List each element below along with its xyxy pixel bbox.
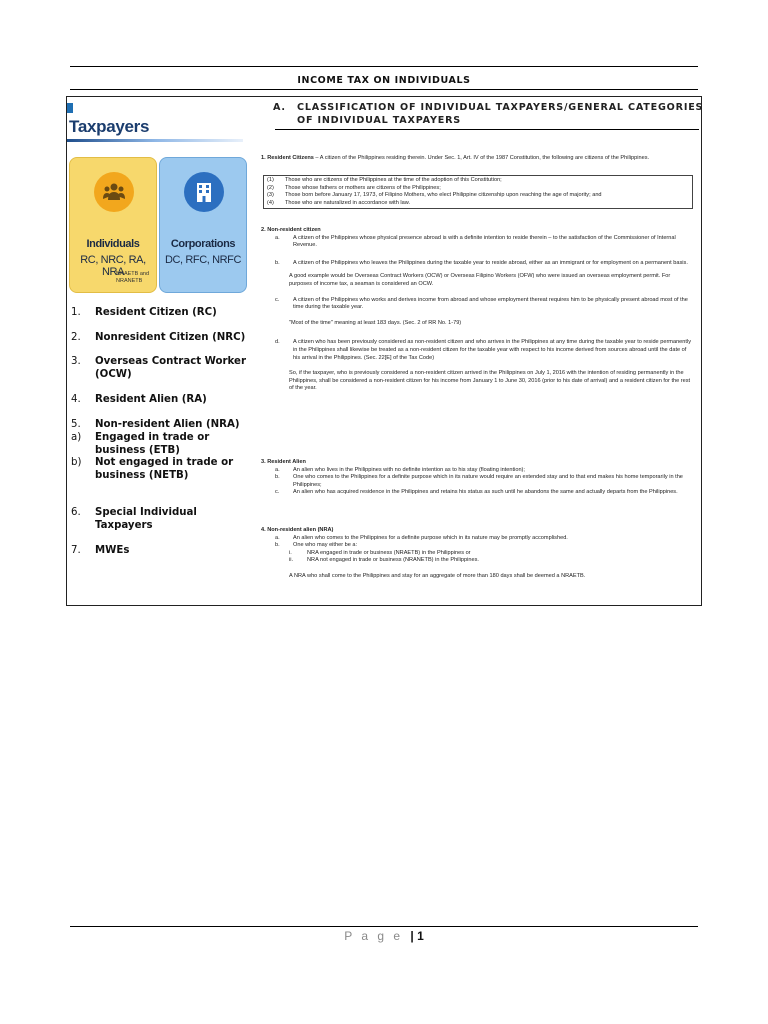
individuals-note: NRAETB and NRANETB [116, 271, 150, 284]
page-footer [0, 929, 768, 943]
header-bottom-rule [70, 89, 698, 90]
corporations-sub: DC, RFC, NRFC [164, 254, 242, 266]
taxpayers-figure [67, 101, 245, 293]
page-label: P a g e [344, 929, 404, 943]
figure-title: Taxpayers [69, 117, 150, 136]
citizenship-box: (1) Those who are citizens of the Philippines at the time of the adoption of this Constitution; (2) Those whose fathers or mothers are citizens of the Philippines; (3) Those born before January 17, 1973, of Filipino Mothers, who elect Philippine citizenship upon reaching the age of majority; and (4) Those who are naturalized in accordance with law. [263, 175, 693, 209]
individuals-card [69, 157, 157, 293]
page-separator: | [410, 929, 414, 943]
figure-underline [67, 139, 243, 142]
header-top-rule [70, 66, 698, 67]
resident-alien-section: 3. Resident Alien a. An alien who lives in the Philippines with no definite intention as to his stay (floating intention); b. One who comes to the Philippines for a definite purpose which in its nature would require an extended stay and to that end makes his home temporarily in the Philippines; c. An alien who has acquired residence in the Philippines and retains his status as such until he abandons the same and actually departs from the Philippines. [261, 459, 683, 496]
content-frame: Taxpayers Individuals RC, NRC, RA, NRA NRAETB and NRANETB Corporations DC, RFC, NRFC 1. Resident Citizen (RC) 2. Nonresident Citizen (NRC) 3. Overseas Contract Worker (OCW) 4. Resident Alien (RA) 5. Non-resident Alien (NRA) a) Engaged in trade or business (ETB) b) Not engaged in trade or business (NETB) 6. Special Individual Taxpayers 7. MWEs A. CLASSIFICATION OF INDIVIDUAL TAXPAYERS/GENERAL CATEGORIES OF INDIVIDUAL TAXPAYERS 1. Resident Citizens – A citizen of the Philippines residing therein. Under Sec. 1, Art. IV of the 1987 Constitution, the following are citizens of the Philippines. (1) Those who are citizens of the Philippines at the time of the adoption of this Constitution; (2) Those whose fathers or mothers are citizens of the Philippines; (3) Those born before January 17, 1973, of Filipino Mothers, who elect Philippine citizenship upon reaching the age of majority; and (4) Those who are naturalized in accordance with law. 2. Non-resident citizen a. A citizen of the Philippines whose physical presence abroad is with a definite intention to reside therein – to the satisfaction of the Commissioner of Internal Revenue. b. A citizen of the Philippines who leaves the Philippines during the taxable year to reside abroad, either as an immigrant or for employment on a permanent basis. A good example would be Overseas Contract Workers (OCW) or Overseas Filipino Workers (OFW) who were issued an overseas employment permit. For purposes of income tax, a seaman is considered an OCW. c. A citizen of the Philippines who works and derives income from abroad and whose employment thereat requires him to be physically present abroad most of the time during the taxable year. "Most of the time" meaning at least 183 days. (Sec. 2 of RR No. 1-79) d. A citizen who has been previously considered as non-resident citizen and who arrives in the Philippines at any time during the taxable year to reside permanently in the Philippines shall likewise be treated as a non-resident citizen for the taxable year with respect to his income derived from sources abroad until the date of his arrival in the Philippines. (Sec. 22[E] of the Tax Code) So, if the taxpayer, who is previously considered a non-resident citizen arrived in the Philippines on July 1, 2016 with the intention of residing permanently in the Philippines, shall be considered a non-resident citizen for his income from January 1 to June 30, 2016 (prior to his date of arrival) and a resident citizen for the rest of the year. 3. Resident Alien a. An alien who lives in the Philippines with no definite intention as to his stay (floating intention); b. One who comes to the Philippines for a definite purpose which in its nature would require an extended stay and to that end makes his home temporarily in the Philippines; c. An alien who has acquired residence in the Philippines and retains his status as such until he abandons the same and actually departs from the Philippines. 4. Non-resident alien (NRA) a. An alien who comes to the Philippines for a definite purpose which in its nature may be promptly accomplished. b. One who may either be a: i. NRA engaged in trade or business (NRAETB) in the Philippines or ii. NRA not engaged in trade or business (NRANETB) in the Philippines. A NRA who shall come to the Philippines and stay for an aggregate of more than 180 days shall be deemed a NRAETB. [66, 96, 702, 606]
figure-accent-bar [67, 103, 73, 113]
section-rule [275, 129, 699, 130]
document-title: INCOME TAX ON INDIVIDUALS [297, 75, 471, 86]
corporations-card [159, 157, 247, 293]
corporations-label: Corporations [170, 238, 236, 250]
nonresident-citizen-section: 2. Non-resident citizen a. A citizen of the Philippines whose physical presence abroad is with a definite intention to reside therein – to the satisfaction of the Commissioner of Internal Revenue. b. A citizen of the Philippines who leaves the Philippines during the taxable year to reside abroad, either as an immigrant or for employment on a permanent basis. A good example would be Overseas Contract Workers (OCW) or Overseas Filipino Workers (OFW) who were issued an overseas employment permit. For purposes of income tax, a seaman is considered an OCW. c. A citizen of the Philippines who works and derives income from abroad and whose employment thereat requires him to be physically present abroad most of the time during the taxable year. "Most of the time" meaning at least 183 days. (Sec. 2 of RR No. 1-79) d. A citizen who has been previously considered as non-resident citizen and who arrives in the Philippines at any time during the taxable year to reside permanently in the Philippines shall likewise be treated as a non-resident citizen for the taxable year with respect to his income derived from sources abroad until the date of his arrival in the Philippines. (Sec. 22[E] of the Tax Code) So, if the taxpayer, who is previously considered a non-resident citizen arrived in the Philippines on July 1, 2016 with the intention of residing permanently in the Philippines, shall be considered a non-resident citizen for his income from January 1 to June 30, 2016 (prior to his date of arrival) and a resident citizen for the rest of the year. [261, 227, 692, 392]
people-icon [94, 172, 134, 212]
nonresident-alien-section: 4. Non-resident alien (NRA) a. An alien who comes to the Philippines for a definite purpose which in its nature may be promptly accomplished. b. One who may either be a: i. NRA engaged in trade or business (NRAETB) in the Philippines or ii. NRA not engaged in trade or business (NRANETB) in the Philippines. A NRA who shall come to the Philippines and stay for an aggregate of more than 180 days shall be deemed a NRAETB. [261, 527, 586, 579]
resident-citizen-paragraph: 1. Resident Citizens – A citizen of the Philippines residing therein. Under Sec. 1, Art. IV of the 1987 Constitution, the following are citizens of the Philippines. [261, 155, 650, 161]
individuals-label: Individuals [86, 238, 140, 250]
building-icon [184, 172, 224, 212]
individuals-sub: RC, NRC, RA, NRA [80, 254, 146, 278]
page-number: 1 [417, 929, 424, 943]
footer-rule [70, 926, 698, 927]
